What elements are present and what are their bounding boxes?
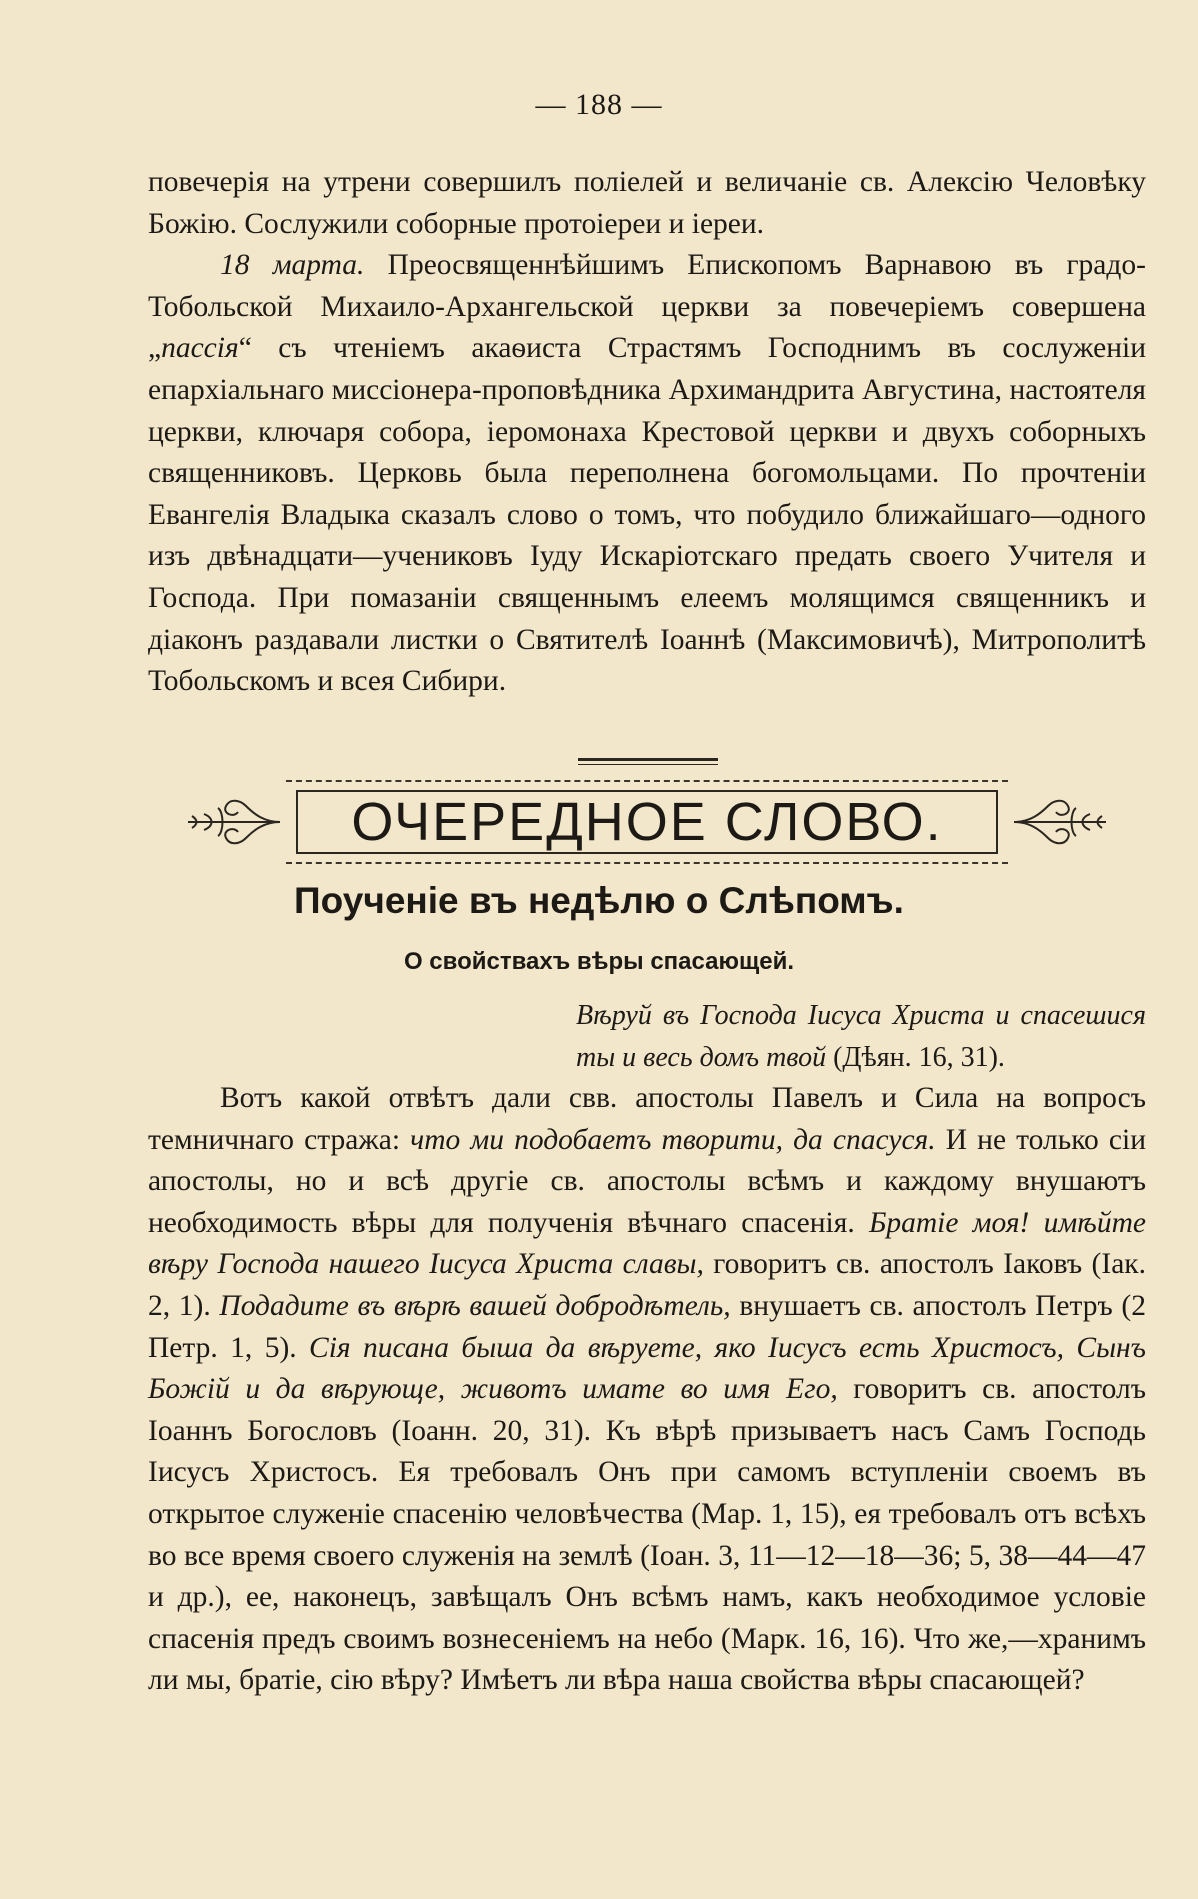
epigraph-quote: Вѣруй въ Господа Іисуса Христа и спасешися ты и весь домъ твой <box>576 1000 1146 1073</box>
paragraph-1: повечерія на утрени совершилъ поліелей и величаніе св. Алексію Человѣку Божію. Сослужили соборные протоіереи и іереи. <box>148 166 1146 240</box>
body-run: Вотъ какой отвѣтъ дали свв. апостолы Павелъ и Сила на вопросъ темничнаго стража: <box>148 1082 1146 1156</box>
left-ornament-icon <box>184 784 284 860</box>
epigraph-reference: (Дѣян. 16, 31). <box>826 1042 1005 1073</box>
body-run-italic: Сія писана быша да вѣруете, яко Іисусъ есть Христосъ, Сынъ Божій и да вѣрующе, животъ имате во имя Его, <box>148 1331 1146 1406</box>
top-text <box>148 162 1146 703</box>
body-run-italic: Братіе моя! имѣйте вѣру Господа нашего Іисуса Христа славы, <box>148 1206 1147 1281</box>
body-run-italic: Подадите въ вѣрѣ вашей добродѣтель, <box>219 1289 731 1322</box>
paragraph-2-text-b: “ съ чтеніемъ акаѳиста Страстямъ Господнимъ въ сослуженіи епархіальнаго миссіонера-проповѣдника Архимандрита Августина, настоятеля церкви, ключаря собора, іеромонаха Крестовой церкви и двухъ соборныхъ священниковъ. Церковь была переполнена богомольцами. По прочтеніи Евангелія Владыка сказалъ слово о томъ, что побудило ближайшаго—одного изъ двѣнадцати—учениковъ Іуду Искаріотскаго предать своего Учителя и Господа. При помазаніи священнымъ елеемъ молящимся священникъ и діаконъ раздавали листки о Святителѣ Іоаннѣ (Максимовичѣ), Митрополитѣ Тобольскомъ и всея Сибири. <box>148 332 1146 698</box>
epigraph <box>148 995 1146 1079</box>
right-ornament-icon <box>1010 784 1110 860</box>
body-run: говоритъ св. апостолъ Іаковъ (Іак. 2, 1). <box>148 1248 1147 1322</box>
sermon-body <box>148 1078 1146 1702</box>
page-number: — 188 — <box>535 88 663 121</box>
date-label: 18 марта. <box>220 249 365 282</box>
section-banner <box>286 780 1008 864</box>
sermon-paragraph <box>148 1078 1146 1702</box>
body-run: И не только сіи апостолы, но и всѣ другіе св. апостолы всѣмъ и каждому внушаютъ необходимость вѣры для полученія вѣчнаго спасенія. <box>148 1123 1146 1239</box>
banner-frame <box>296 790 998 854</box>
body-run: внушаетъ св. апостолъ Петръ (2 Петр. 1, 5). <box>148 1289 1146 1364</box>
sermon-subtitle: О свойствахъ вѣры спасающей. <box>403 948 795 975</box>
body-run: говоритъ св. апостолъ Іоаннъ Богословъ (Іоанн. 20, 31). Къ вѣрѣ призываетъ насъ Самъ Господь Іисусъ Христосъ. Ея требовалъ Онъ при самомъ вступленіи своемъ въ открытое служеніе спасенію человѣчества (Мар. 1, 15), ея требовалъ отъ всѣхъ во все время своего служенія на землѣ (Іоан. 3, 11—12—18—36; 5, 38—44—47 и др.), ее, наконецъ, завѣщалъ Онъ всѣмъ намъ, какъ необходимое условіе спасенія предъ своимъ вознесеніемъ на небо (Марк. 16, 16). Что же,—хранимъ ли мы, братіе, сію вѣру? Имѣетъ ли вѣра наша свойства вѣры спасающей? <box>148 1373 1146 1697</box>
section-rule <box>578 758 718 761</box>
paragraph-2 <box>148 245 1146 703</box>
paragraph-2-text-a: Преосвященнѣйшимъ Епископомъ Варнавою въ градо-Тобольской Михаило-Архангельской церкви за повечеріемъ совершена „ <box>148 249 1146 365</box>
passia-word: пассія <box>161 332 239 365</box>
sermon-title: Поученіе въ недѣлю о Слѣпомъ. <box>294 880 904 921</box>
banner-title: ОЧЕРЕДНОЕ СЛОВО. <box>351 792 943 852</box>
body-run-italic: что ми подобаетъ творити, да спасуся. <box>410 1123 936 1156</box>
